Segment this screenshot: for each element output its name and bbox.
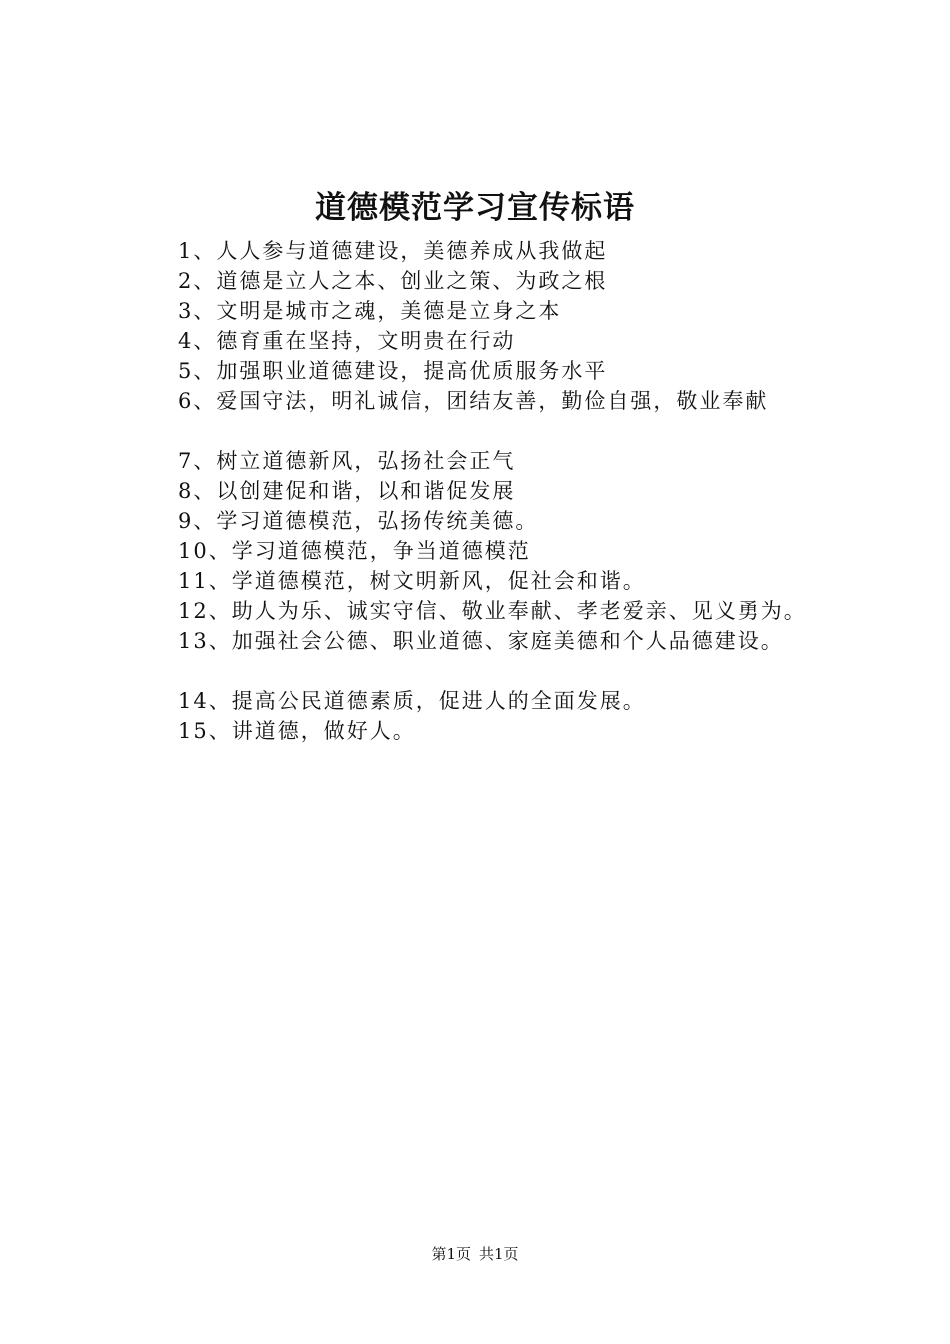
slogan-item-2: 2、道德是立人之本、创业之策、为政之根 xyxy=(178,269,608,293)
slogan-item-15: 15、讲道德，做好人。 xyxy=(178,719,416,743)
slogan-item-12: 12、助人为乐、诚实守信、敬业奉献、孝老爱亲、见义勇为。 xyxy=(178,599,807,623)
slogan-item-9: 9、学习道德模范，弘扬传统美德。 xyxy=(178,509,539,533)
slogan-item-3: 3、文明是城市之魂，美德是立身之本 xyxy=(178,299,562,323)
page-number: 第1页 xyxy=(431,1245,471,1263)
slogan-item-6: 6、爱国守法，明礼诚信，团结友善，勤俭自强，敬业奉献 xyxy=(178,389,769,413)
slogan-item-13: 13、加强社会公德、职业道德、家庭美德和个人品德建设。 xyxy=(178,629,784,653)
document-title: 道德模范学习宣传标语 xyxy=(315,190,635,226)
page-footer xyxy=(0,1244,950,1264)
slogan-item-10: 10、学习道德模范，争当道德模范 xyxy=(178,539,531,563)
slogan-item-5: 5、加强职业道德建设，提高优质服务水平 xyxy=(178,359,608,383)
slogan-item-11: 11、学道德模范，树文明新风，促社会和谐。 xyxy=(178,569,646,593)
slogan-item-8: 8、以创建促和谐，以和谐促发展 xyxy=(178,479,516,503)
page-total: 共1页 xyxy=(479,1245,519,1263)
slogan-item-7: 7、树立道德新风，弘扬社会正气 xyxy=(178,449,516,473)
slogan-item-14: 14、提高公民道德素质，促进人的全面发展。 xyxy=(178,689,646,713)
slogan-list xyxy=(130,236,855,746)
slogan-item-4: 4、德育重在坚持，文明贵在行动 xyxy=(178,329,516,353)
slogan-item-1: 1、人人参与道德建设，美德养成从我做起 xyxy=(178,239,608,263)
